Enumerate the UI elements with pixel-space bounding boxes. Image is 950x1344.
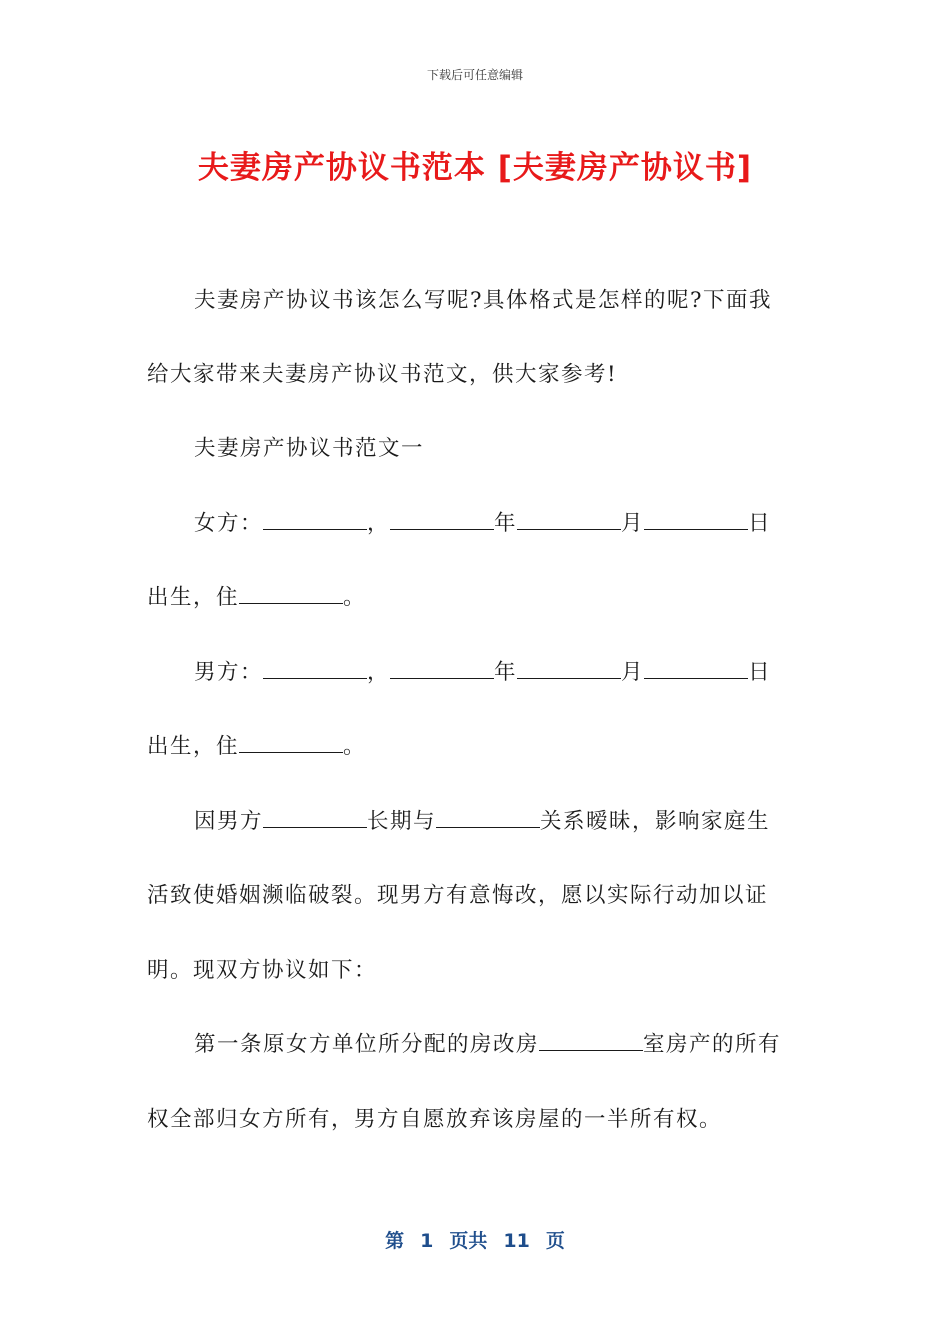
female-label: 女方： [194,511,264,536]
female-party-line [194,506,771,537]
text-segment: 长期与 [367,809,437,834]
text-segment: 室房产的所有 [643,1032,782,1057]
article-one-line-2: 权全部归女方所有，男方自愿放弃该房屋的一半所有权。 [147,1107,723,1132]
day-label: 日 [748,511,772,536]
blank-field [539,1027,643,1051]
blank-field [263,506,367,530]
text-segment: 第一条原女方单位所分配的房改房 [194,1032,540,1057]
section-heading: 夫妻房产协议书范文一 [194,436,425,461]
paragraph-cause-line-2: 活致使婚姻濒临破裂。现男方有意悔改，愿以实际行动加以证 [147,883,769,908]
comma: ， [367,660,391,685]
paragraph-cause-line-3: 明。现双方协议如下： [147,958,378,983]
blank-field [239,580,343,604]
blank-field [644,655,748,679]
header-note: 下载后可任意编辑 [426,68,523,82]
comma: ， [367,511,391,536]
year-label: 年 [494,660,518,685]
blank-field [390,655,494,679]
text-segment: 关系暧昧，影响家庭生 [540,809,771,834]
footer-total-pages: 11 [503,1230,530,1252]
blank-field [517,655,621,679]
blank-field [644,506,748,530]
born-live-label: 出生，住 [147,734,240,759]
footer-mid: 页共 [449,1230,488,1252]
paragraph-intro-line-2: 给大家带来夫妻房产协议书范文，供大家参考! [147,362,618,387]
text-segment: 因男方 [194,809,264,834]
blank-field [390,506,494,530]
article-one-line-1 [194,1027,781,1058]
blank-field [263,804,367,828]
blank-field [517,506,621,530]
period: 。 [343,585,367,610]
period: 。 [343,734,367,759]
page-footer [0,1226,950,1253]
document-title: 夫妻房产协议书范本 [夫妻房产协议书] [197,150,753,186]
male-residence-line [147,729,366,760]
month-label: 月 [621,660,645,685]
male-label: 男方： [194,660,264,685]
year-label: 年 [494,511,518,536]
born-live-label: 出生，住 [147,585,240,610]
footer-page-number: 1 [420,1230,434,1252]
paragraph-intro-line-1: 夫妻房产协议书该怎么写呢?具体格式是怎样的呢?下面我 [194,288,773,313]
female-residence-line [147,580,366,611]
blank-field [239,729,343,753]
blank-field [263,655,367,679]
male-party-line [194,655,771,686]
month-label: 月 [621,511,645,536]
day-label: 日 [748,660,772,685]
footer-suffix: 页 [545,1230,565,1252]
blank-field [436,804,540,828]
footer-prefix: 第 [385,1230,405,1252]
paragraph-cause-line-1 [194,804,770,835]
